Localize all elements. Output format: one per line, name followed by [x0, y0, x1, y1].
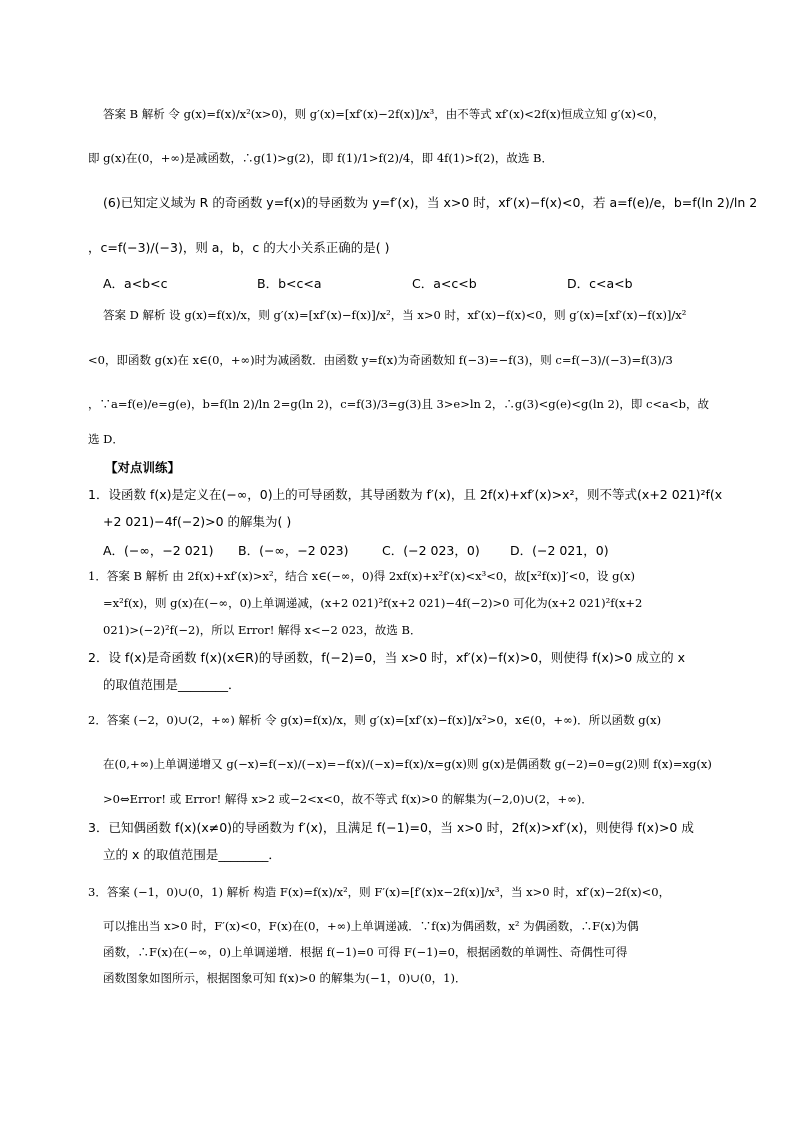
answer-option: C．a<c<b: [412, 276, 477, 291]
text-line: 立的 x 的取值范围是________．: [103, 847, 281, 862]
text-line: (6)已知定义域为 R 的奇函数 y=f(x)的导函数为 y=f′(x)，当 x>0 时，xf′(x)−f(x)<0，若 a=f(e)/e，b=f(ln 2)/ln 2: [103, 195, 758, 210]
text-line: 3．答案 (−1，0)∪(0，1) 解析 构造 F(x)=f(x)/x²，则 F′(x)=[f′(x)x−2f(x)]/x³，当 x>0 时，xf′(x)−2f(x)<0，: [88, 885, 671, 899]
text-line: 即 g(x)在(0，+∞)是减函数，∴g(1)>g(2)，即 f(1)/1>f(2)/4，即 4f(1)>f(2)，故选 B．: [88, 151, 553, 165]
answer-option: B．(−∞，−2 023): [238, 543, 349, 558]
answer-option: A．(−∞，−2 021): [103, 543, 214, 558]
text-line: 答案 B 解析 令 g(x)=f(x)/x²(x>0)，则 g′(x)=[xf′(x)−2f(x)]/x³，由不等式 xf′(x)<2f(x)恒成立知 g′(x)<0，: [103, 107, 665, 121]
text-line: 1．答案 B 解析 由 2f(x)+xf′(x)>x²，结合 x∈(−∞，0)得 2xf(x)+x²f′(x)<x³<0，故[x²f(x)]′<0，设 g(x): [88, 569, 635, 583]
text-line: <0，即函数 g(x)在 x∈(0，+∞)时为减函数．由函数 y=f(x)为奇函数知 f(−3)=−f(3)，则 c=f(−3)/(−3)=f(3)/3: [88, 353, 673, 367]
text-line: 可以推出当 x>0 时，F′(x)<0，F(x)在(0，+∞)上单调递减．∵f(x)为偶函数，x² 为偶函数，∴F(x)为偶: [103, 919, 639, 933]
answer-option: B．b<c<a: [257, 276, 322, 291]
text-line: 的取值范围是________．: [103, 677, 241, 692]
text-line: 2．答案 (−2，0)∪(2，+∞) 解析 令 g(x)=f(x)/x，则 g′(x)=[xf′(x)−f(x)]/x²>0，x∈(0，+∞)．所以函数 g(x): [88, 713, 662, 727]
answer-option: D．(−2 021，0): [510, 543, 609, 558]
text-line: 答案 D 解析 设 g(x)=f(x)/x，则 g′(x)=[xf′(x)−f(x)]/x²，当 x>0 时，xf′(x)−f(x)<0，则 g′(x)=[xf′(x)−f(x)]/x²: [103, 308, 687, 322]
text-line: 2．设 f(x)是奇函数 f(x)(x∈R)的导函数，f(−2)=0，当 x>0 时，xf′(x)−f(x)>0，则使得 f(x)>0 成立的 x: [88, 650, 686, 665]
text-line: 选 D．: [88, 432, 124, 446]
text-line: 函数，∴F(x)在(−∞，0)上单调递增．根据 f(−1)=0 可得 F(−1)=0，根据函数的单调性、奇偶性可得: [103, 945, 628, 959]
text-line: 在(0,+∞)上单调递增又 g(−x)=f(−x)/(−x)=−f(x)/(−x)=f(x)/x=g(x)则 g(x)是偶函数 g(−2)=0=g(2)则 f(x)=xg(x): [103, 757, 712, 771]
answer-option: D．c<a<b: [567, 276, 633, 291]
answer-option: C．(−2 023，0): [382, 543, 480, 558]
text-line: +2 021)−4f(−2)>0 的解集为( ): [103, 514, 292, 529]
text-line: ，∵a=f(e)/e=g(e)，b=f(ln 2)/ln 2=g(ln 2)，c=f(3)/3=g(3)且 3>e>ln 2，∴g(3)<g(e)<g(ln 2)，即 c<a<b，故: [88, 397, 709, 411]
text-line: ，c=f(−3)/(−3)，则 a，b，c 的大小关系正确的是( ): [88, 240, 390, 255]
text-line: 021)>(−2)²f(−2)，所以 Error! 解得 x<−2 023，故选 B．: [103, 623, 422, 637]
text-line: 函数图象如图所示，根据图象可知 f(x)>0 的解集为(−1，0)∪(0，1)．: [103, 971, 467, 985]
answer-option: A．a<b<c: [103, 276, 168, 291]
text-line: 3．已知偶函数 f(x)(x≠0)的导函数为 f′(x)，且满足 f(−1)=0，当 x>0 时，2f(x)>xf′(x)，则使得 f(x)>0 成: [88, 820, 694, 835]
text-line: =x²f(x)，则 g(x)在(−∞，0)上单调递减，(x+2 021)²f(x+2 021)−4f(−2)>0 可化为(x+2 021)²f(x+2: [103, 596, 643, 610]
text-line: 1．设函数 f(x)是定义在(−∞，0)上的可导函数，其导函数为 f′(x)，且 2f(x)+xf′(x)>x²，则不等式(x+2 021)²f(x: [88, 487, 723, 502]
section-title: 【对点训练】: [105, 460, 181, 475]
text-line: >0⇔Error! 或 Error! 解得 x>2 或−2<x<0，故不等式 f(x)>0 的解集为(−2,0)∪(2，+∞)．: [103, 792, 593, 806]
